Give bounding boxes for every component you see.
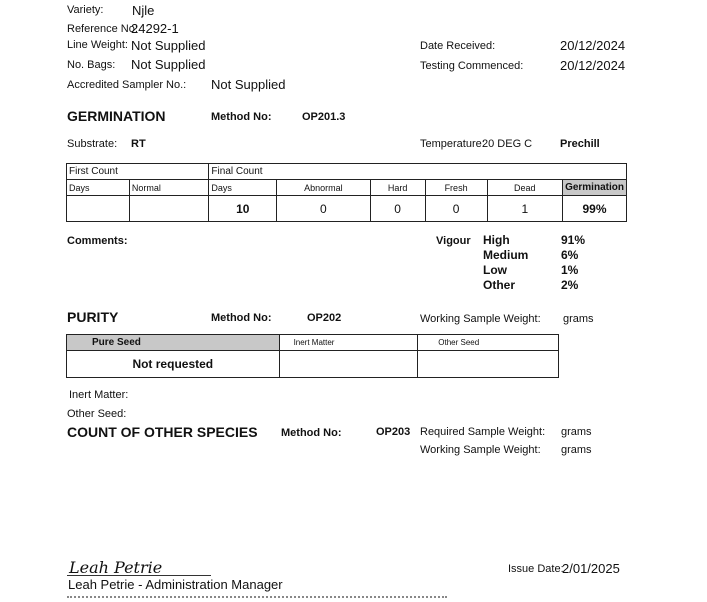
final-count-header: Final Count <box>209 164 627 180</box>
vigour-other-label: Other <box>483 278 516 292</box>
col-normal: Normal <box>129 180 209 196</box>
sampler-label: Accredited Sampler No.: <box>67 79 187 91</box>
val-abnormal: 0 <box>277 196 370 222</box>
variety-label: Variety: <box>67 4 104 16</box>
purity-method-value: OP202 <box>307 312 342 324</box>
reference-value: 24292-1 <box>131 21 179 36</box>
count-other-title: COUNT OF OTHER SPECIES <box>67 424 258 440</box>
purity-method-label: Method No: <box>211 312 272 324</box>
inert-matter-value <box>279 351 418 378</box>
signer-name: Leah Petrie - Administration Manager <box>68 577 283 592</box>
vigour-values <box>561 233 585 293</box>
col-fresh: Fresh <box>425 180 487 196</box>
required-weight-label: Required Sample Weight: <box>420 426 546 438</box>
purity-working-weight-unit: grams <box>563 313 594 325</box>
line-weight-label: Line Weight: <box>67 39 128 51</box>
issue-date-label: Issue Date: <box>508 563 564 575</box>
other-seed-value <box>418 351 559 378</box>
val-normal <box>129 196 209 222</box>
count-working-weight-label: Working Sample Weight: <box>420 444 541 456</box>
pure-seed-value: Not requested <box>67 351 280 378</box>
date-received-label: Date Received: <box>420 40 496 52</box>
col-inert-matter: Inert Matter <box>279 335 418 351</box>
reference-label: Reference No: <box>67 23 138 35</box>
required-weight-unit: grams <box>561 426 592 438</box>
vigour-label: Vigour <box>436 235 471 247</box>
testing-commenced-label: Testing Commenced: <box>420 60 524 72</box>
signature: Leah Petrie <box>69 558 163 577</box>
other-seed-label: Other Seed: <box>67 408 127 420</box>
vigour-high-value: 91% <box>561 233 586 247</box>
col-other-seed: Other Seed <box>418 335 559 351</box>
vigour-list <box>483 233 528 293</box>
issue-date-value: 2/01/2025 <box>562 561 620 576</box>
substrate-label: Substrate: <box>67 138 118 150</box>
vigour-low-label: Low <box>483 263 507 277</box>
first-count-header: First Count <box>67 164 209 180</box>
vigour-high-label: High <box>483 233 510 247</box>
col-first-days: Days <box>67 180 130 196</box>
no-bags-value: Not Supplied <box>131 57 206 72</box>
line-weight-value: Not Supplied <box>131 38 206 53</box>
val-dead: 1 <box>487 196 562 222</box>
no-bags-label: No. Bags: <box>67 59 116 71</box>
col-pure-seed: Pure Seed <box>67 335 280 351</box>
col-germination: Germination <box>563 180 627 196</box>
purity-table <box>66 334 559 378</box>
vigour-medium-value: 6% <box>561 248 579 262</box>
prechill-label: Prechill <box>560 138 600 150</box>
date-received-value: 20/12/2024 <box>560 38 626 53</box>
variety-value: Njle <box>132 3 155 18</box>
count-working-weight-unit: grams <box>561 444 592 456</box>
germination-table <box>66 163 627 222</box>
col-final-days: Days <box>209 180 277 196</box>
purity-working-weight-label: Working Sample Weight: <box>420 313 541 325</box>
germination-method-label: Method No: <box>211 111 272 123</box>
col-abnormal: Abnormal <box>277 180 370 196</box>
temperature-value: 20 DEG C <box>482 138 533 150</box>
testing-commenced-value: 20/12/2024 <box>560 58 626 73</box>
count-other-method-value: OP203 <box>376 426 411 438</box>
val-germination: 99% <box>563 196 627 222</box>
val-first-days <box>67 196 130 222</box>
germination-title: GERMINATION <box>67 108 166 124</box>
inert-matter-label: Inert Matter: <box>69 389 129 401</box>
val-final-days: 10 <box>209 196 277 222</box>
count-other-method-label: Method No: <box>281 427 342 439</box>
signature-line <box>67 575 211 576</box>
comments-label: Comments: <box>67 235 128 247</box>
vigour-medium-label: Medium <box>483 248 529 262</box>
val-hard: 0 <box>370 196 425 222</box>
vigour-other-value: 2% <box>561 278 579 292</box>
temperature-label: Temperature: <box>420 138 485 150</box>
sampler-value: Not Supplied <box>211 77 286 92</box>
germination-method-value: OP201.3 <box>302 111 346 123</box>
vigour-low-value: 1% <box>561 263 579 277</box>
purity-title: PURITY <box>67 309 119 325</box>
val-fresh: 0 <box>425 196 487 222</box>
footer-fine-print <box>67 596 447 602</box>
substrate-value: RT <box>131 138 146 150</box>
col-hard: Hard <box>370 180 425 196</box>
col-dead: Dead <box>487 180 562 196</box>
